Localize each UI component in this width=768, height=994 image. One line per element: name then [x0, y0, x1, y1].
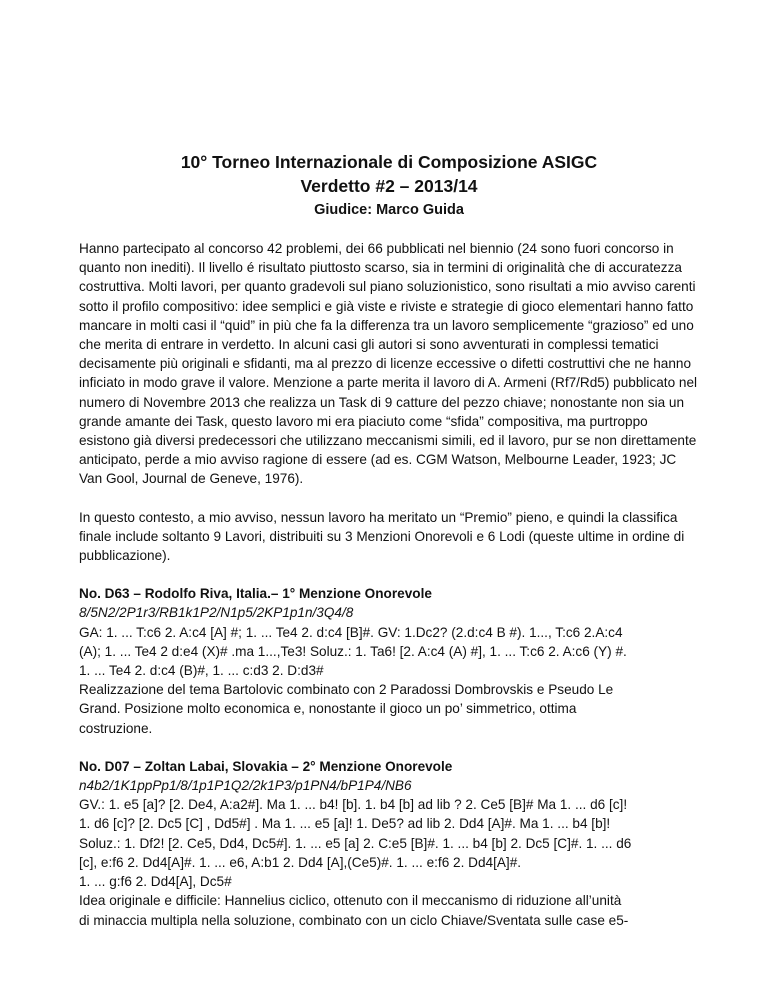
solution-line: (A); 1. ... Te4 2 d:e4 (X)# .ma 1...,Te3! Soluz.: 1. Ta6! [2. A:c4 (A) #], 1. ... T:c6 2. A:c6 (Y) #. [79, 643, 627, 659]
problem-heading: No. D07 – Zoltan Labai, Slovakia – 2° Menzione Onorevole [79, 758, 453, 774]
solution-line: GV.: 1. e5 [a]? [2. De4, A:a2#]. Ma 1. ... b4! [b]. 1. b4 [b] ad lib ? 2. Ce5 [B]# Ma 1. ... d6 [c]! [79, 797, 628, 813]
solution-line: 1. d6 [c]? [2. Dc5 [C] , Dd5#] . Ma 1. ... e5 [a]! 1. De5? ad lib 2. Dd4 [A]#. Ma 1. ... b4 [b]! [79, 816, 611, 832]
solution-line: [c], e:f6 2. Dd4[A]#. 1. ... e6, A:b1 2. Dd4 [A],(Ce5)#. 1. ... e:f6 2. Dd4[A]#. [79, 854, 522, 870]
document-subtitle: Verdetto #2 – 2013/14 [300, 176, 478, 196]
document-title: 10° Torneo Internazionale di Composizione ASIGC [180, 152, 598, 172]
comment-line: costruzione. [79, 720, 153, 736]
intro-paragraph: Hanno partecipato al concorso 42 problemi, dei 66 pubblicati nel biennio (24 sono fuori concorso in quanto non inediti). Il livello é risultato piuttosto scarso, sia in termini di originalità che di accuratezza costruttiva. Molti lavori, per quanto gradevoli sul piano soluzionistico, sono risultati a mio avviso carenti sotto il profilo compositivo: idee semplici e già viste e riviste e strategie di gioco elementari hanno fatto mancare in molti casi il “quid” in più che fa la differenza tra un lavoro semplicemente “grazioso” ed uno che merita di entrare in verdetto. In alcuni casi gli autori si sono avventurati in complessi tematici decisamente più originali e sfidanti, ma al prezzo di licenze eccessive o difetti costruttivi che ne hanno inficiato in modo grave il valore. Menzione a parte merita il lavoro di A. Armeni (Rf7/Rd5) pubblicato nel numero di Novembre 2013 che realizza un Task di 9 catture del pezzo chiave; nonostante non sia un grande amante dei Task, questo lavoro mi era piaciuto come “sfida” compositiva, ma purtroppo esistono già diversi predecessori che utilizzano meccanismi simili, ed il lavoro, pur se non direttamente anticipato, perde a mio avviso ragione di essere (ad es. CGM Watson, Melbourne Leader, 1923; JC Van Gool, Journal de Geneve, 1976). [79, 241, 698, 487]
problem-section [79, 584, 699, 738]
problem-fen: 8/5N2/2P1r3/RB1k1P2/N1p5/2KP1p1n/3Q4/8 [79, 605, 354, 621]
context-paragraph: In questo contesto, a mio avviso, nessun lavoro ha meritato un “Premio” pieno, e quindi la classifica finale include soltanto 9 Lavori, distribuiti su 3 Menzioni Onorevoli e 6 Lodi (queste ultime in ordine di pubblicazione). [79, 509, 685, 564]
comment-line: di minaccia multipla nella soluzione, combinato con un ciclo Chiave/Sventata sulle case e5- [79, 912, 629, 928]
problem-fen: n4b2/1K1ppPp1/8/1p1P1Q2/2k1P3/p1PN4/bP1P4/NB6 [79, 778, 412, 794]
solution-line: Soluz.: 1. Df2! [2. Ce5, Dd4, Dc5#]. 1. ... e5 [a] 2. C:e5 [B]#. 1. ... b4 [b] 2. Dc5 [C]#. 1. ... d6 [79, 835, 632, 851]
comment-line: Idea originale e difficile: Hannelius ciclico, ottenuto con il meccanismo di riduzione all’unità [79, 893, 622, 909]
solution-line: GA: 1. ... T:c6 2. A:c4 [A] #; 1. ... Te4 2. d:c4 [B]#. GV: 1.Dc2? (2.d:c4 B #). 1..., T:c6 2.A:c4 [79, 624, 623, 640]
solution-line: 1. ... g:f6 2. Dd4[A], Dc5# [79, 874, 232, 890]
problem-section [79, 757, 699, 930]
comment-line: Grand. Posizione molto economica e, nonostante il gioco un po’ simmetrico, ottima [79, 701, 577, 717]
comment-line: Realizzazione del tema Bartolovic combinato con 2 Paradossi Dombrovskis e Pseudo Le [79, 682, 614, 698]
judge-line: Giudice: Marco Guida [314, 202, 464, 218]
verdict-document [79, 150, 699, 930]
problem-heading: No. D63 – Rodolfo Riva, Italia.– 1° Menzione Onorevole [79, 586, 432, 602]
solution-line: 1. ... Te4 2. d:c4 (B)#, 1. ... c:d3 2. D:d3# [79, 663, 324, 679]
